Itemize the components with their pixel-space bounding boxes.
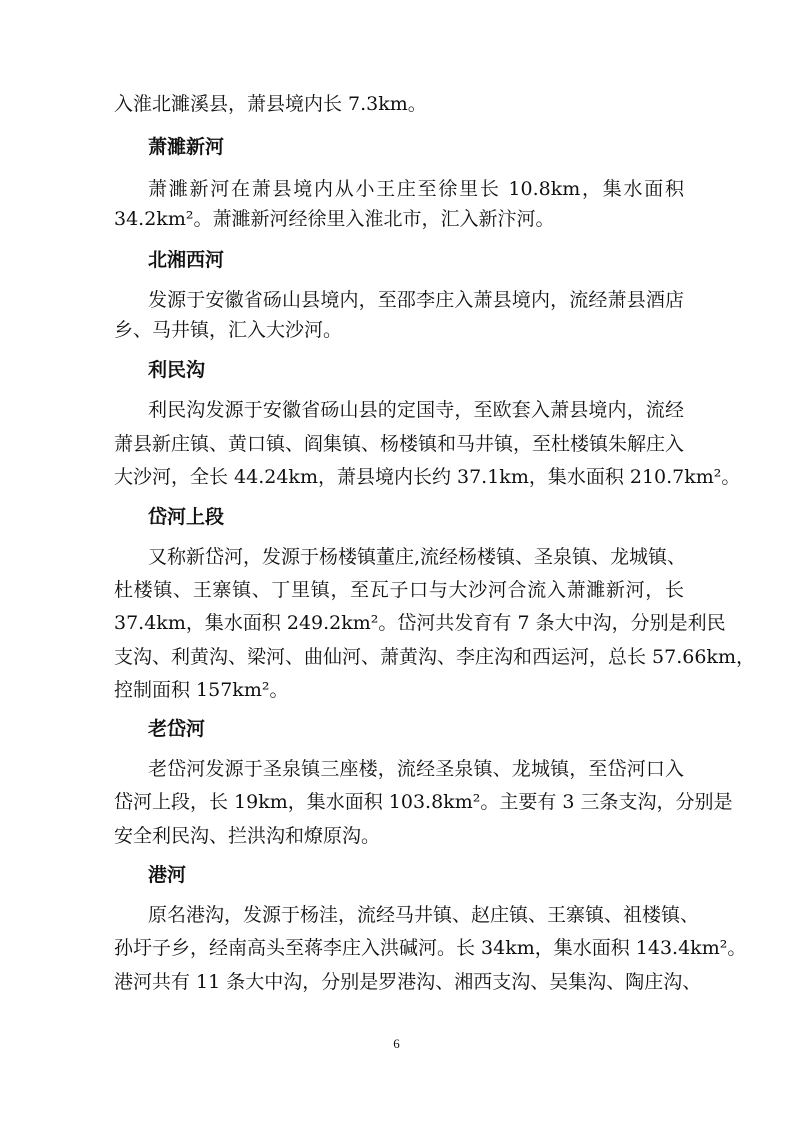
paragraph-line: 萧濉新河在萧县境内从小王庄至徐里长 10.8km，集水面积: [148, 178, 684, 200]
section-heading-beixiang-xihe: 北湘西河: [148, 249, 225, 271]
paragraph-line: 34.2km²。萧濉新河经徐里入淮北市，汇入新汴河。: [114, 208, 555, 230]
paragraph-line: 萧县新庄镇、黄口镇、阎集镇、杨楼镇和马井镇，至杜楼镇朱解庄入: [114, 433, 685, 455]
paragraph-line: 原名港沟，发源于杨洼，流经马井镇、赵庄镇、王寨镇、祖楼镇、: [148, 904, 700, 926]
paragraph-line: 大沙河，全长 44.24km，萧县境内长约 37.1km，集水面积 210.7km²。: [114, 466, 741, 488]
paragraph-line: 发源于安徽省砀山县境内，至邵李庄入萧县境内，流经萧县酒店: [148, 289, 684, 311]
section-heading-gang-he: 港河: [148, 864, 187, 886]
page-number: 6: [393, 1036, 400, 1051]
paragraph-line: 孙圩子乡，经南高头至蒋李庄入洪碱河。长 34km，集水面积 143.4km²。: [114, 937, 747, 959]
section-heading-daihe-shangduan: 岱河上段: [148, 506, 225, 528]
paragraph-line: 岱河上段，长 19km，集水面积 103.8km²。主要有 3 三条支沟，分别是: [114, 791, 733, 813]
paragraph-line: 港河共有 11 条大中沟，分别是罗港沟、湘西支沟、吴集沟、陶庄沟、: [114, 971, 702, 993]
paragraph-line: 37.4km，集水面积 249.2km²。岱河共发育有 7 条大中沟，分别是利民: [114, 612, 726, 634]
paragraph-line: 又称新岱河，发源于杨楼镇董庄,流经杨楼镇、圣泉镇、龙城镇、: [148, 546, 687, 568]
section-heading-limin-gou: 利民沟: [148, 359, 206, 381]
paragraph-line: 控制面积 157km²。: [114, 679, 289, 701]
paragraph-line: 利民沟发源于安徽省砀山县的定国寺，至欧套入萧县境内，流经: [148, 399, 684, 421]
paragraph-line: 杜楼镇、王寨镇、丁里镇，至瓦子口与大沙河合流入萧濉新河，长: [114, 579, 684, 601]
paragraph-line: 入淮北濉溪县，萧县境内长 7.3km。: [114, 93, 427, 115]
paragraph-line: 支沟、利黄沟、梁河、曲仙河、萧黄沟、李庄沟和西运河，总长 57.66km，: [114, 646, 755, 668]
paragraph-line: 老岱河发源于圣泉镇三座楼，流经圣泉镇、龙城镇，至岱河口入: [148, 758, 684, 780]
section-heading-lao-daihe: 老岱河: [148, 718, 206, 740]
section-heading-xiaosui-xinhe: 萧濉新河: [148, 136, 225, 158]
paragraph-line: 安全利民沟、拦洪沟和燎原沟。: [114, 825, 381, 847]
paragraph-line: 乡、马井镇，汇入大沙河。: [114, 319, 343, 341]
